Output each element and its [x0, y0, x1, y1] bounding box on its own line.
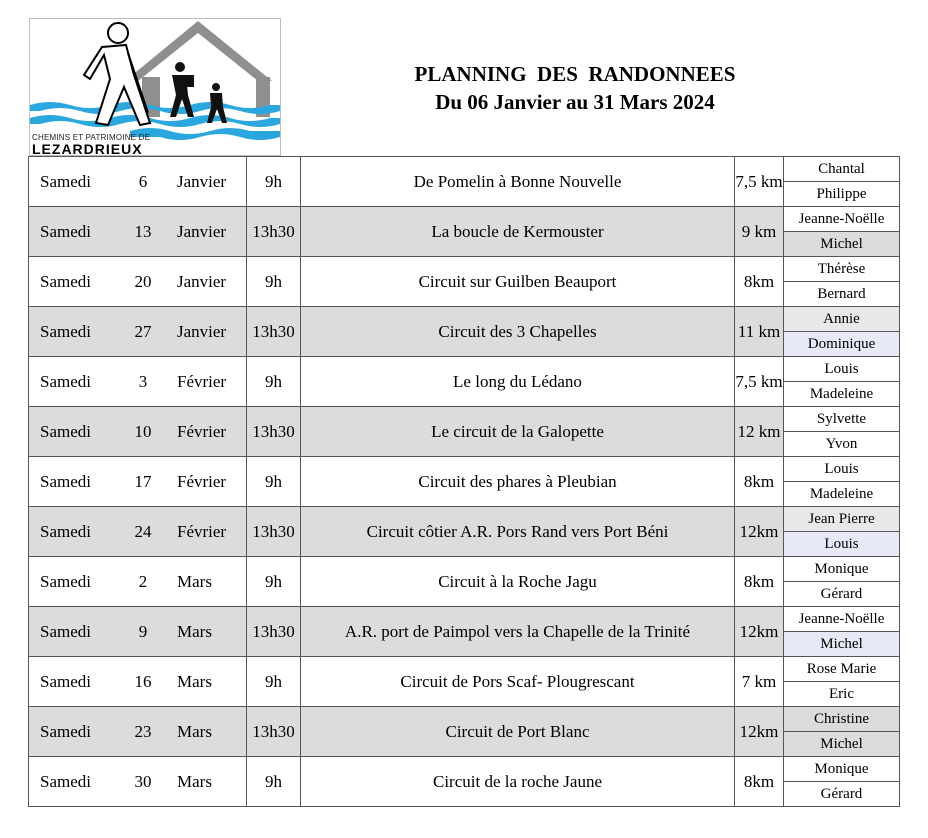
guide-2: Yvon — [784, 431, 899, 456]
day-number: 17 — [134, 471, 152, 491]
start-time: 9h — [247, 557, 301, 607]
schedule-row — [29, 357, 900, 407]
guide-2: Philippe — [784, 181, 899, 206]
guide-2: Dominique — [784, 331, 899, 356]
route-name: Le long du Lédano — [301, 357, 735, 407]
date-cell: Samedi 3 Février — [29, 357, 247, 407]
guide-1: Monique — [784, 757, 899, 781]
guides-cell — [784, 507, 900, 557]
start-time: 9h — [247, 757, 301, 807]
date-cell: Samedi 9 Mars — [29, 607, 247, 657]
guides-cell — [784, 757, 900, 807]
day-number: 9 — [138, 621, 148, 641]
distance: 8km — [735, 257, 784, 307]
guide-2: Bernard — [784, 281, 899, 306]
guide-2: Michel — [784, 631, 899, 656]
schedule-row — [29, 607, 900, 657]
guides-cell — [784, 607, 900, 657]
start-time: 9h — [247, 657, 301, 707]
day-number: 23 — [134, 721, 152, 741]
start-time: 13h30 — [247, 307, 301, 357]
guides-cell — [784, 307, 900, 357]
guide-1: Jeanne-Noëlle — [784, 607, 899, 631]
month: Janvier — [177, 221, 227, 241]
route-name: Circuit de la roche Jaune — [301, 757, 735, 807]
distance: 7,5 km — [735, 357, 784, 407]
schedule-row — [29, 307, 900, 357]
guide-2: Madeleine — [784, 481, 899, 506]
month: Mars — [177, 771, 212, 791]
schedule-row — [29, 207, 900, 257]
start-time: 13h30 — [247, 607, 301, 657]
schedule-row — [29, 457, 900, 507]
logo-name: LEZARDRIEUX — [32, 141, 143, 156]
guide-1: Jeanne-Noëlle — [784, 207, 899, 231]
date-cell: Samedi 6 Janvier — [29, 157, 247, 207]
month: Février — [177, 421, 227, 441]
date-cell: Samedi 16 Mars — [29, 657, 247, 707]
guide-1: Christine — [784, 707, 899, 731]
date-cell: Samedi 30 Mars — [29, 757, 247, 807]
club-logo — [29, 18, 281, 156]
distance: 11 km — [735, 307, 784, 357]
month: Mars — [177, 671, 212, 691]
schedule-row — [29, 757, 900, 807]
guide-2: Michel — [784, 731, 899, 756]
day-number: 2 — [138, 571, 148, 591]
route-name: Circuit de Pors Scaf- Plougrescant — [301, 657, 735, 707]
distance: 7,5 km — [735, 157, 784, 207]
date-cell: Samedi 23 Mars — [29, 707, 247, 757]
distance: 12 km — [735, 407, 784, 457]
route-name: A.R. port de Paimpol vers la Chapelle de la Trinité — [301, 607, 735, 657]
start-time: 13h30 — [247, 407, 301, 457]
guide-1: Annie — [784, 307, 899, 331]
month: Février — [177, 371, 227, 391]
schedule-row — [29, 707, 900, 757]
guide-2: Michel — [784, 231, 899, 256]
guide-1: Rose Marie — [784, 657, 899, 681]
day-number: 16 — [134, 671, 152, 691]
route-name: Le circuit de la Galopette — [301, 407, 735, 457]
start-time: 13h30 — [247, 207, 301, 257]
guide-1: Louis — [784, 457, 899, 481]
date-cell: Samedi 27 Janvier — [29, 307, 247, 357]
date-cell: Samedi 20 Janvier — [29, 257, 247, 307]
schedule-row — [29, 507, 900, 557]
month: Février — [177, 521, 227, 541]
date-cell: Samedi 24 Février — [29, 507, 247, 557]
route-name: Circuit à la Roche Jagu — [301, 557, 735, 607]
start-time: 9h — [247, 257, 301, 307]
day-number: 30 — [134, 771, 152, 791]
day-number: 20 — [134, 271, 152, 291]
title-line-1: PLANNING DES RANDONNEES — [414, 62, 736, 86]
guides-cell — [784, 257, 900, 307]
logo-caption: CHEMINS ET PATRIMOINE DE — [32, 133, 151, 142]
guides-cell — [784, 557, 900, 607]
date-cell: Samedi 10 Février — [29, 407, 247, 457]
distance: 12km — [735, 507, 784, 557]
route-name: Circuit côtier A.R. Pors Rand vers Port Béni — [301, 507, 735, 557]
schedule-row — [29, 657, 900, 707]
distance: 8km — [735, 757, 784, 807]
route-name: Circuit de Port Blanc — [301, 707, 735, 757]
guide-1: Thérèse — [784, 257, 899, 281]
page-title — [330, 60, 820, 116]
guides-cell — [784, 457, 900, 507]
schedule-row — [29, 557, 900, 607]
guides-cell — [784, 207, 900, 257]
distance: 9 km — [735, 207, 784, 257]
guide-1: Sylvette — [784, 407, 899, 431]
route-name: Circuit des phares à Pleubian — [301, 457, 735, 507]
guide-2: Gérard — [784, 781, 899, 806]
day-number: 3 — [138, 371, 148, 391]
schedule-row — [29, 257, 900, 307]
route-name: La boucle de Kermouster — [301, 207, 735, 257]
month: Janvier — [177, 271, 227, 291]
guides-cell — [784, 157, 900, 207]
guide-2: Louis — [784, 531, 899, 556]
title-line-2: Du 06 Janvier au 31 Mars 2024 — [435, 90, 715, 114]
guides-cell — [784, 357, 900, 407]
guide-1: Louis — [784, 357, 899, 381]
hike-schedule-table — [28, 156, 900, 807]
month: Janvier — [177, 321, 227, 341]
guide-2: Gérard — [784, 581, 899, 606]
guide-2: Madeleine — [784, 381, 899, 406]
start-time: 9h — [247, 157, 301, 207]
month: Mars — [177, 621, 212, 641]
distance: 8km — [735, 557, 784, 607]
distance: 12km — [735, 607, 784, 657]
month: Mars — [177, 721, 212, 741]
schedule-row — [29, 407, 900, 457]
start-time: 13h30 — [247, 507, 301, 557]
guides-cell — [784, 707, 900, 757]
day-number: 10 — [134, 421, 152, 441]
guide-1: Monique — [784, 557, 899, 581]
distance: 7 km — [735, 657, 784, 707]
distance: 12km — [735, 707, 784, 757]
route-name: Circuit sur Guilben Beauport — [301, 257, 735, 307]
route-name: De Pomelin à Bonne Nouvelle — [301, 157, 735, 207]
month: Mars — [177, 571, 212, 591]
day-number: 24 — [134, 521, 152, 541]
month: Janvier — [177, 171, 227, 191]
day-number: 13 — [134, 221, 152, 241]
date-cell: Samedi 17 Février — [29, 457, 247, 507]
guide-1: Jean Pierre — [784, 507, 899, 531]
guide-2: Eric — [784, 681, 899, 706]
day-number: 6 — [138, 171, 148, 191]
guide-1: Chantal — [784, 157, 899, 181]
start-time: 9h — [247, 357, 301, 407]
start-time: 13h30 — [247, 707, 301, 757]
guides-cell — [784, 657, 900, 707]
distance: 8km — [735, 457, 784, 507]
day-number: 27 — [134, 321, 152, 341]
schedule-row — [29, 157, 900, 207]
date-cell: Samedi 2 Mars — [29, 557, 247, 607]
start-time: 9h — [247, 457, 301, 507]
guides-cell — [784, 407, 900, 457]
date-cell: Samedi 13 Janvier — [29, 207, 247, 257]
month: Février — [177, 471, 227, 491]
route-name: Circuit des 3 Chapelles — [301, 307, 735, 357]
